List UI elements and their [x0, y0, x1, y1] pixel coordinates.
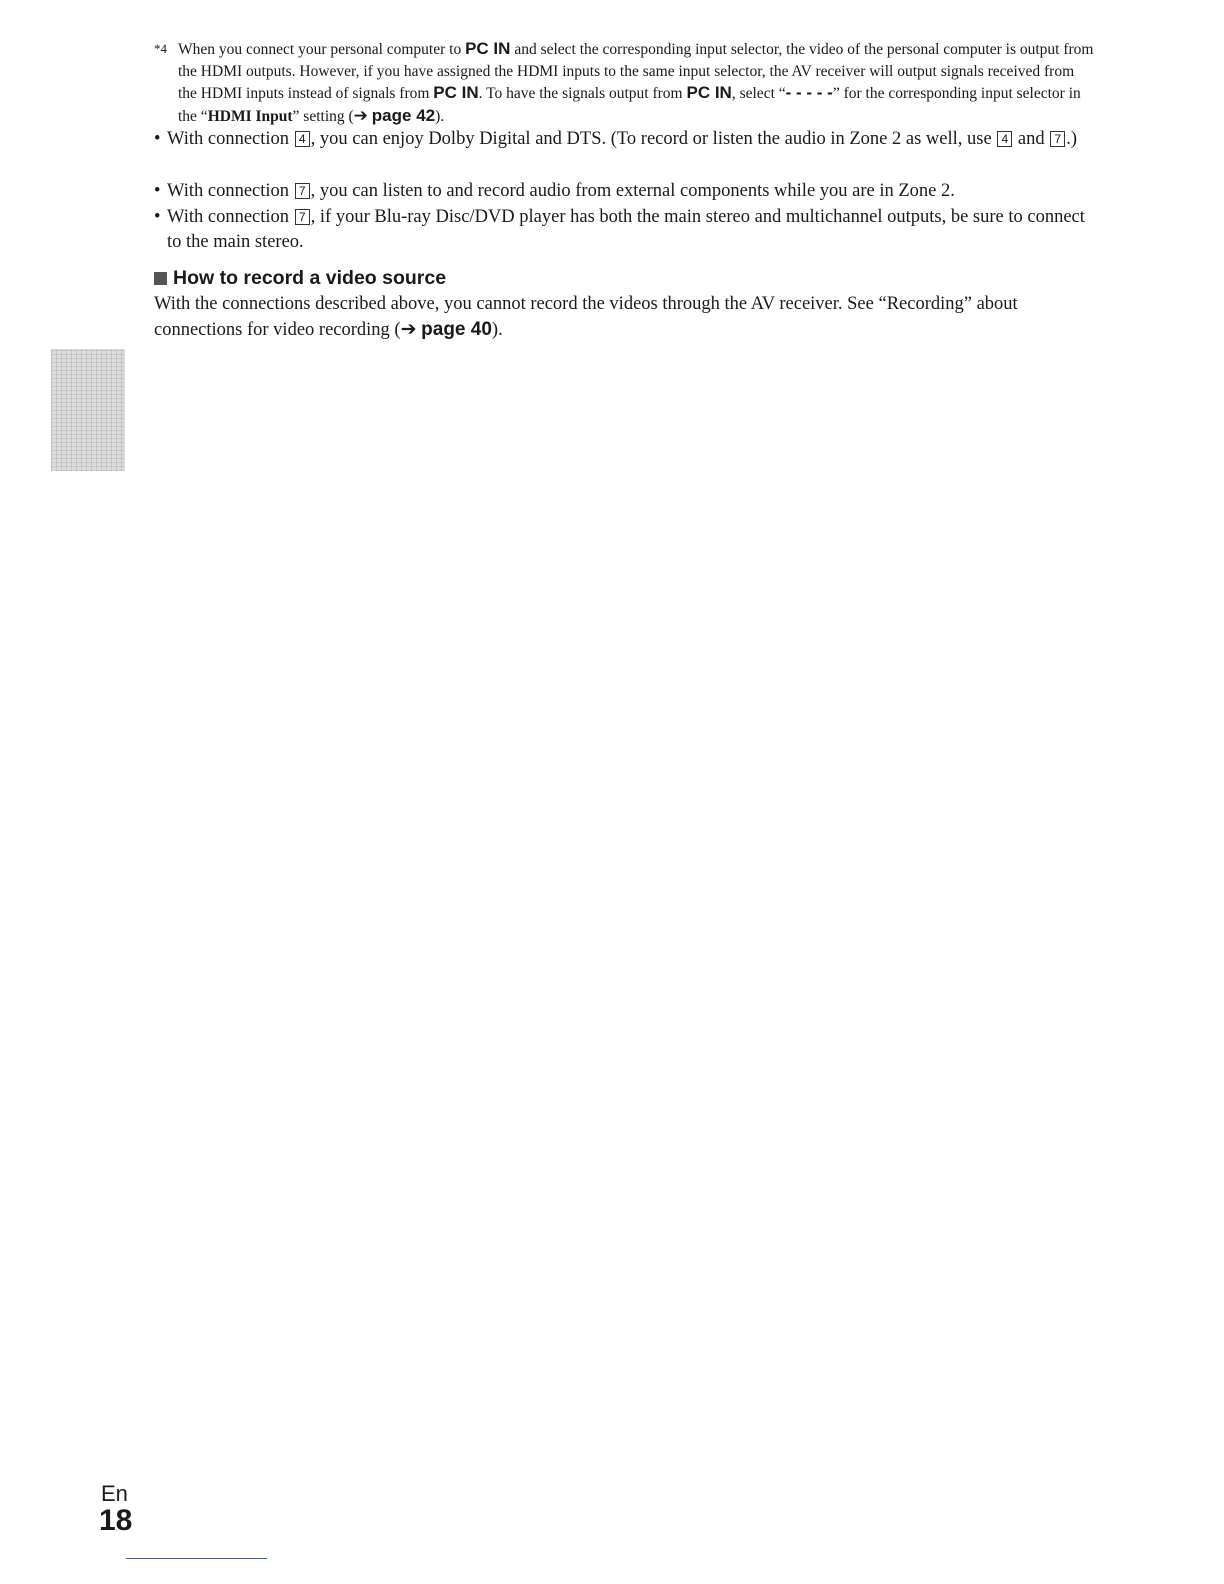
page-number: 18 [99, 1504, 133, 1537]
section-heading: How to record a video source [154, 266, 446, 290]
connection-number-box: 4 [295, 131, 310, 147]
connection-number-box: 7 [295, 209, 310, 225]
connection-number-box: 4 [997, 131, 1012, 147]
list-item: • With connection 7 , if your Blu-ray Disc/DVD player has both the main stereo and multichannel outputs, be sure to connect to the main stereo. [154, 207, 1085, 252]
list-item: • With connection 7 , you can listen to and record audio from external components while you are in Zone 2. [154, 179, 1094, 204]
connection-number-box: 7 [1050, 131, 1065, 147]
pc-in-label: PC IN [686, 83, 732, 102]
page-reference-link[interactable]: page 42 [371, 105, 436, 125]
pc-in-label: PC IN [433, 83, 479, 102]
arrow-icon: ➔ [400, 319, 417, 340]
list-item: • With connection 4 , you can enjoy Dolby Digital and DTS. (To record or listen the audio in Zone 2 as well, use 4 and 7 .) [154, 127, 1094, 152]
connection-number-box: 7 [295, 183, 310, 199]
bullet-icon: • [154, 181, 161, 201]
bullet-icon: • [154, 129, 161, 149]
footnote [154, 38, 1094, 127]
square-bullet-icon [154, 272, 167, 285]
arrow-icon: ➔ [353, 105, 368, 125]
page-reference-link[interactable]: page 40 [421, 319, 492, 340]
pc-in-label: PC IN [465, 39, 511, 58]
none-selector-dashes: - - - - - [785, 83, 833, 102]
hdmi-input-setting: HDMI Input [207, 107, 293, 125]
section-tab-marker [51, 349, 125, 471]
footnote-text: When you connect your personal computer to PC IN and select the corresponding input selector, the video of the personal computer is output from the HDMI outputs. However, if you have assigned the HDMI inputs to the same input selector, the AV receiver will output signals received from the HDMI inputs instead of signals from PC IN. To have the signals output from PC IN, select “- - - - -” for the corresponding input selector in the “HDMI Input” setting (➔ page 42). [178, 39, 1094, 125]
footer-rule [126, 1558, 267, 1559]
footnote-mark: *4 [154, 41, 167, 56]
bullet-icon: • [154, 207, 161, 227]
section-paragraph: With the connections described above, you cannot record the videos through the AV receiver. See “Recording” about connections for video recording (➔ page 40). [154, 294, 1018, 340]
language-label: En [101, 1481, 128, 1506]
